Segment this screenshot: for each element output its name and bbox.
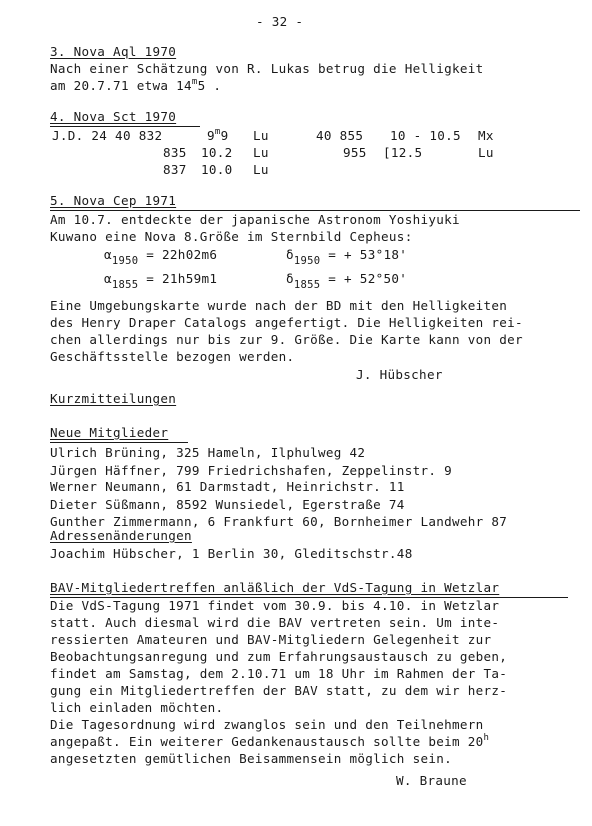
member-2: Werner Neumann, 61 Darmstadt, Heinrichstr. 11: [50, 479, 405, 494]
s4-r2-jd: 837: [163, 162, 187, 177]
s5-body-3: Geschäftsstelle bezogen werden.: [50, 349, 295, 364]
s5-eq2-ra: $\alpha_{1855} = 21h59m1$: [104, 271, 218, 291]
member-0: Ulrich Brüning, 325 Hameln, Ilphulweg 42: [50, 445, 366, 460]
s4-r1-mag: 10.2: [201, 145, 233, 160]
kurz-heading: Kurzmitteilungen: [50, 391, 177, 406]
s4-r1-mag2: [12.5: [383, 145, 423, 160]
s4-heading-rule: [50, 126, 200, 127]
s3-line2-post: 5 .: [197, 78, 222, 93]
s4-r0-obs2: Mx: [478, 128, 494, 143]
s5-eq1-ra: $\alpha_{1950} = 22h02m6$: [104, 247, 218, 267]
bav-body-7: Die Tagesordnung wird zwanglos sein und den Teilnehmern: [50, 717, 484, 732]
bav-body-0: Die VdS-Tagung 1971 findet vom 30.9. bis 4.10. in Wetzlar: [50, 598, 500, 613]
neue-mitglieder-heading: Neue Mitglieder: [50, 425, 169, 440]
s4-r0-jd: J.D. 24 40 832: [52, 128, 163, 143]
s5-eq1-dec: $\delta_{1950}$ = + 53°18': [286, 247, 408, 267]
s5-body-0: Eine Umgebungskarte wurde nach der BD mit den Helligkeiten: [50, 298, 508, 313]
s4-r0-mag2: 10 - 10.5: [390, 128, 461, 143]
s5-body-2: chen allerdings nur bis zur 9. Größe. Die Karte kann von der: [50, 332, 523, 347]
s4-r2-obs: Lu: [253, 162, 269, 177]
bav-body-4: findet am Samstag, dem 2.10.71 um 18 Uhr im Rahmen der Ta-: [50, 666, 508, 681]
s5-body-1: des Henry Draper Catalogs angefertigt. Die Helligkeiten rei-: [50, 315, 523, 330]
bav-body-8: angepaßt. Ein weiterer Gedankenaustausch sollte beim 20$^h$: [50, 733, 490, 749]
bav-body-6: lich einladen möchten.: [50, 700, 224, 715]
address-change: Joachim Hübscher, 1 Berlin 30, Gleditschstr.48: [50, 546, 413, 561]
s3-line2: [50, 78, 221, 96]
s3-line1: Nach einer Schätzung von R. Lukas betrug die Helligkeit: [50, 61, 484, 76]
s4-r0-obs: Lu: [253, 128, 269, 143]
s5-line1: Am 10.7. entdeckte der japanische Astronom Yoshiyuki: [50, 212, 460, 227]
s3-line2-pre: am 20.7.71 etwa 14: [50, 78, 192, 93]
member-3: Dieter Süßmann, 8592 Wunsiedel, Egerstraße 74: [50, 497, 405, 512]
page-number: - 32 -: [256, 14, 304, 29]
s5-heading-rule: [50, 210, 580, 211]
s4-r1-jd2: 955: [343, 145, 367, 160]
s3-heading: 3. Nova Aql 1970: [50, 44, 177, 59]
neue-heading-rule: [50, 442, 188, 443]
s4-r0-jd2: 40 855: [316, 128, 364, 143]
s4-r0-mag: 9$^m$9: [207, 127, 229, 143]
s4-r1-obs: Lu: [253, 145, 269, 160]
s5-heading: 5. Nova Cep 1971: [50, 193, 177, 208]
bav-heading: BAV-Mitgliedertreffen anläßlich der VdS-Tagung in Wetzlar: [50, 580, 500, 595]
bav-body-9: angesetzten gemütlichen Beisammensein möglich sein.: [50, 751, 452, 766]
bav-body-1: statt. Auch diesmal wird die BAV vertreten sein. Um inte-: [50, 615, 500, 630]
member-1: Jürgen Häffner, 799 Friedrichshafen, Zeppelinstr. 9: [50, 463, 452, 478]
bav-body-5: gung ein Mitgliedertreffen der BAV statt, zu dem wir herz-: [50, 683, 508, 698]
s4-r1-obs2: Lu: [478, 145, 494, 160]
member-4: Gunther Zimmermann, 6 Frankfurt 60, Bornheimer Landwehr 87: [50, 514, 508, 529]
bav-body-2: ressierten Amateuren und BAV-Mitgliedern Gelegenheit zur: [50, 632, 492, 647]
bav-body-3: Beobachtungsanregung und zum Erfahrungsaustausch zu geben,: [50, 649, 508, 664]
s4-r1-jd: 835: [163, 145, 187, 160]
s5-eq2-dec: $\delta_{1855}$ = + 52°50': [286, 271, 408, 291]
s4-r2-mag: 10.0: [201, 162, 233, 177]
s5-line2: Kuwano eine Nova 8.Größe im Sternbild Cepheus:: [50, 229, 413, 244]
s5-signature: J. Hübscher: [356, 367, 443, 382]
adressenaenderungen-heading: Adressenänderungen: [50, 528, 192, 543]
s4-heading: 4. Nova Sct 1970: [50, 109, 177, 124]
bav-signature: W. Braune: [396, 773, 467, 788]
s3-line2-sup: m: [191, 77, 198, 87]
